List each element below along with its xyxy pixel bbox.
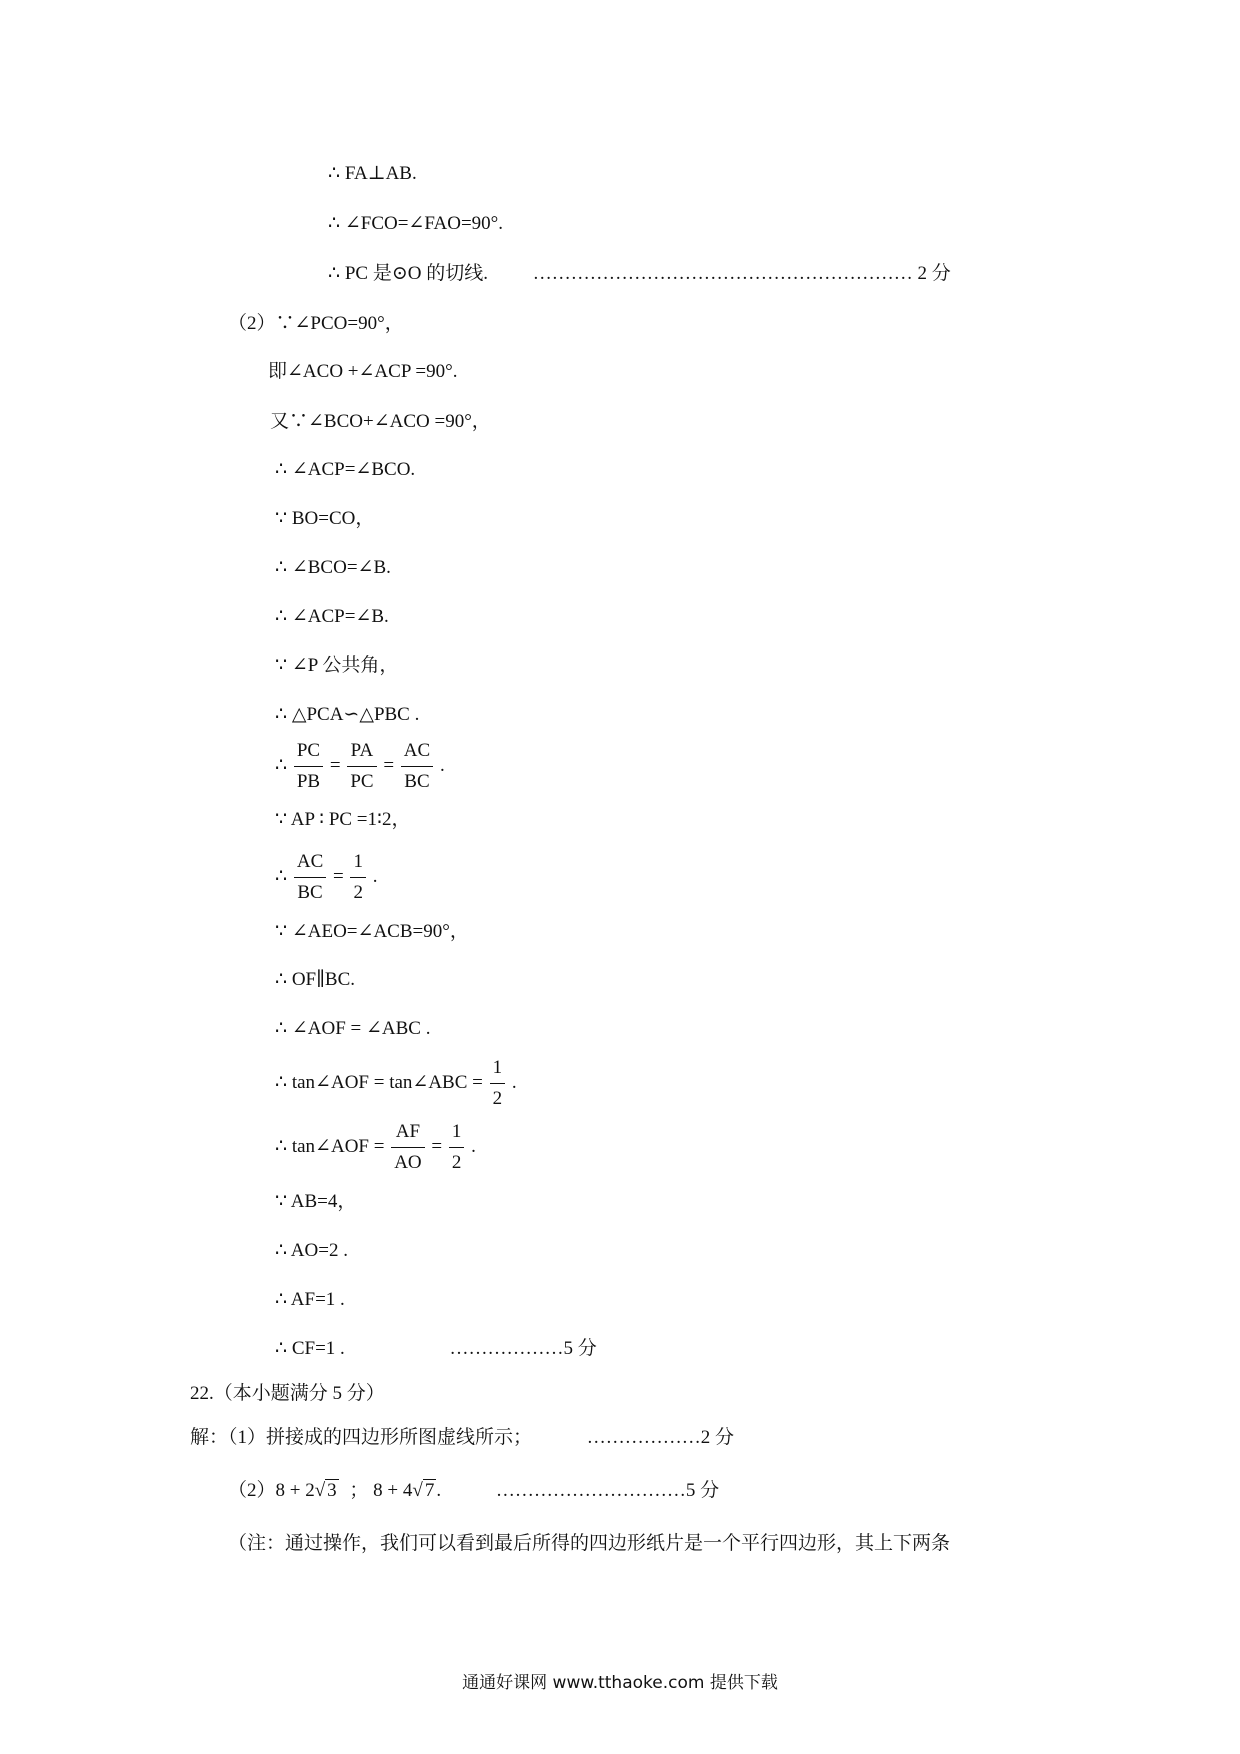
tan-expression: ∴ tan∠AOF =	[275, 1135, 385, 1157]
fraction-numerator: PA	[347, 736, 376, 767]
score-2b: ………………2 分	[586, 1427, 735, 1448]
line-part2-start: （2）∵∠PCO=90°，	[228, 313, 404, 334]
fraction-denominator: AO	[394, 1152, 422, 1173]
score-2: …………………………………………………… 2 分	[532, 263, 951, 284]
period: .	[511, 1071, 517, 1093]
radical-icon: √	[314, 1480, 326, 1501]
line-ao-eq-2: ∴ AO=2 .	[275, 1240, 348, 1261]
line-of-parallel-bc: ∴ OF∥BC.	[275, 969, 355, 990]
cf-text: ∴ CF=1 .	[275, 1338, 345, 1359]
fraction-numerator: 1	[490, 1053, 506, 1084]
line-note: （注：通过操作，我们可以看到最后所得的四边形纸片是一个平行四边形，其上下两条	[228, 1533, 951, 1554]
line-cf-eq-1	[275, 1337, 597, 1361]
fraction-denominator: 2	[492, 1088, 503, 1109]
therefore-symbol: ∴	[275, 754, 288, 776]
fraction-pa-pc	[347, 736, 376, 797]
fraction-numerator: 1	[449, 1117, 465, 1148]
part2-prefix: （2）8 + 2	[228, 1480, 315, 1501]
line-angle-fco: ∴ ∠FCO=∠FAO=90°.	[328, 213, 504, 234]
fraction-pc-pb	[294, 736, 323, 797]
fraction-one-half	[449, 1117, 465, 1178]
line-aeo-acb: ∵ ∠AEO=∠ACB=90°，	[275, 921, 469, 942]
line-acp-sum: 即∠ACO +∠ACP =90°.	[268, 361, 458, 382]
line-bo-eq-co: ∵ BO=CO，	[275, 508, 375, 529]
radicand: 3	[327, 1480, 337, 1501]
tangent-text: ∴ PC 是⊙O 的切线.	[328, 263, 488, 284]
radicand: 7	[424, 1480, 435, 1501]
therefore-symbol: ∴	[275, 865, 288, 887]
score-5: ………………5 分	[449, 1338, 597, 1359]
fraction-ac-bc	[294, 847, 326, 908]
equals-sign: =	[431, 1135, 443, 1157]
equals-sign: =	[329, 754, 341, 776]
line-ac-bc-half	[275, 847, 377, 908]
fraction-af-ao	[391, 1117, 424, 1178]
line-aof-eq-abc: ∴ ∠AOF = ∠ABC .	[275, 1018, 431, 1039]
fraction-numerator: AC	[401, 736, 433, 767]
line-acp-eq-bco: ∴ ∠ACP=∠BCO.	[275, 459, 416, 480]
period: .	[439, 754, 445, 776]
solution-part1-text: 解：（1）拼接成的四边形所图虚线所示；	[190, 1427, 533, 1448]
line-ap-pc-ratio: ∵ AP ∶ PC =1∶2，	[275, 809, 411, 830]
line-bco-eq-b: ∴ ∠BCO=∠B.	[275, 557, 391, 578]
footer-download-notice: 通通好课网 www.tthaoke.com 提供下载	[462, 1673, 778, 1693]
period: .	[372, 865, 378, 887]
sqrt-3	[315, 1479, 339, 1503]
fraction-numerator: 1	[350, 847, 366, 878]
period: .	[471, 1135, 476, 1157]
question-22-header: 22.（本小题满分 5 分）	[190, 1383, 385, 1404]
fraction-numerator: AC	[294, 847, 326, 878]
fraction-one-half	[350, 847, 366, 908]
line-tangent	[328, 262, 951, 286]
fraction-denominator: BC	[404, 771, 430, 792]
line-acp-eq-b: ∴ ∠ACP=∠B.	[275, 606, 389, 627]
line-fa-perp-ab: ∴ FA⊥AB.	[328, 163, 417, 184]
fraction-numerator: PC	[294, 736, 323, 767]
line-solution-part1	[190, 1426, 734, 1450]
fraction-denominator: PB	[296, 771, 321, 792]
part2-middle: ； 8 + 4	[349, 1480, 413, 1501]
radical-icon: √	[412, 1480, 423, 1501]
line-common-angle: ∵ ∠P 公共角，	[275, 655, 399, 676]
line-ab-eq-4: ∵ AB=4，	[275, 1191, 357, 1212]
fraction-denominator: PC	[350, 771, 374, 792]
line-solution-part2	[228, 1479, 719, 1503]
score-5b: …………………………5 分	[495, 1480, 720, 1501]
fraction-denominator: 2	[353, 882, 363, 903]
line-similar: ∴ △PCA∽△PBC .	[275, 704, 420, 725]
fraction-denominator: 2	[451, 1152, 462, 1173]
fraction-ac-bc	[401, 736, 433, 797]
line-ratio-fractions	[275, 736, 445, 797]
line-bco-sum: 又∵∠BCO+∠ACO =90°，	[270, 411, 491, 432]
line-tan-aof-half	[275, 1053, 517, 1114]
line-af-eq-1: ∴ AF=1 .	[275, 1289, 345, 1310]
line-tan-af-ao	[275, 1117, 476, 1178]
equals-sign: =	[383, 754, 395, 776]
fraction-numerator: AF	[391, 1117, 424, 1148]
equals-sign: =	[333, 865, 344, 887]
fraction-denominator: BC	[297, 882, 323, 903]
fraction-one-half	[490, 1053, 506, 1114]
period: .	[436, 1480, 442, 1501]
tan-expression: ∴ tan∠AOF = tan∠ABC =	[275, 1071, 483, 1093]
sqrt-7	[412, 1479, 436, 1503]
